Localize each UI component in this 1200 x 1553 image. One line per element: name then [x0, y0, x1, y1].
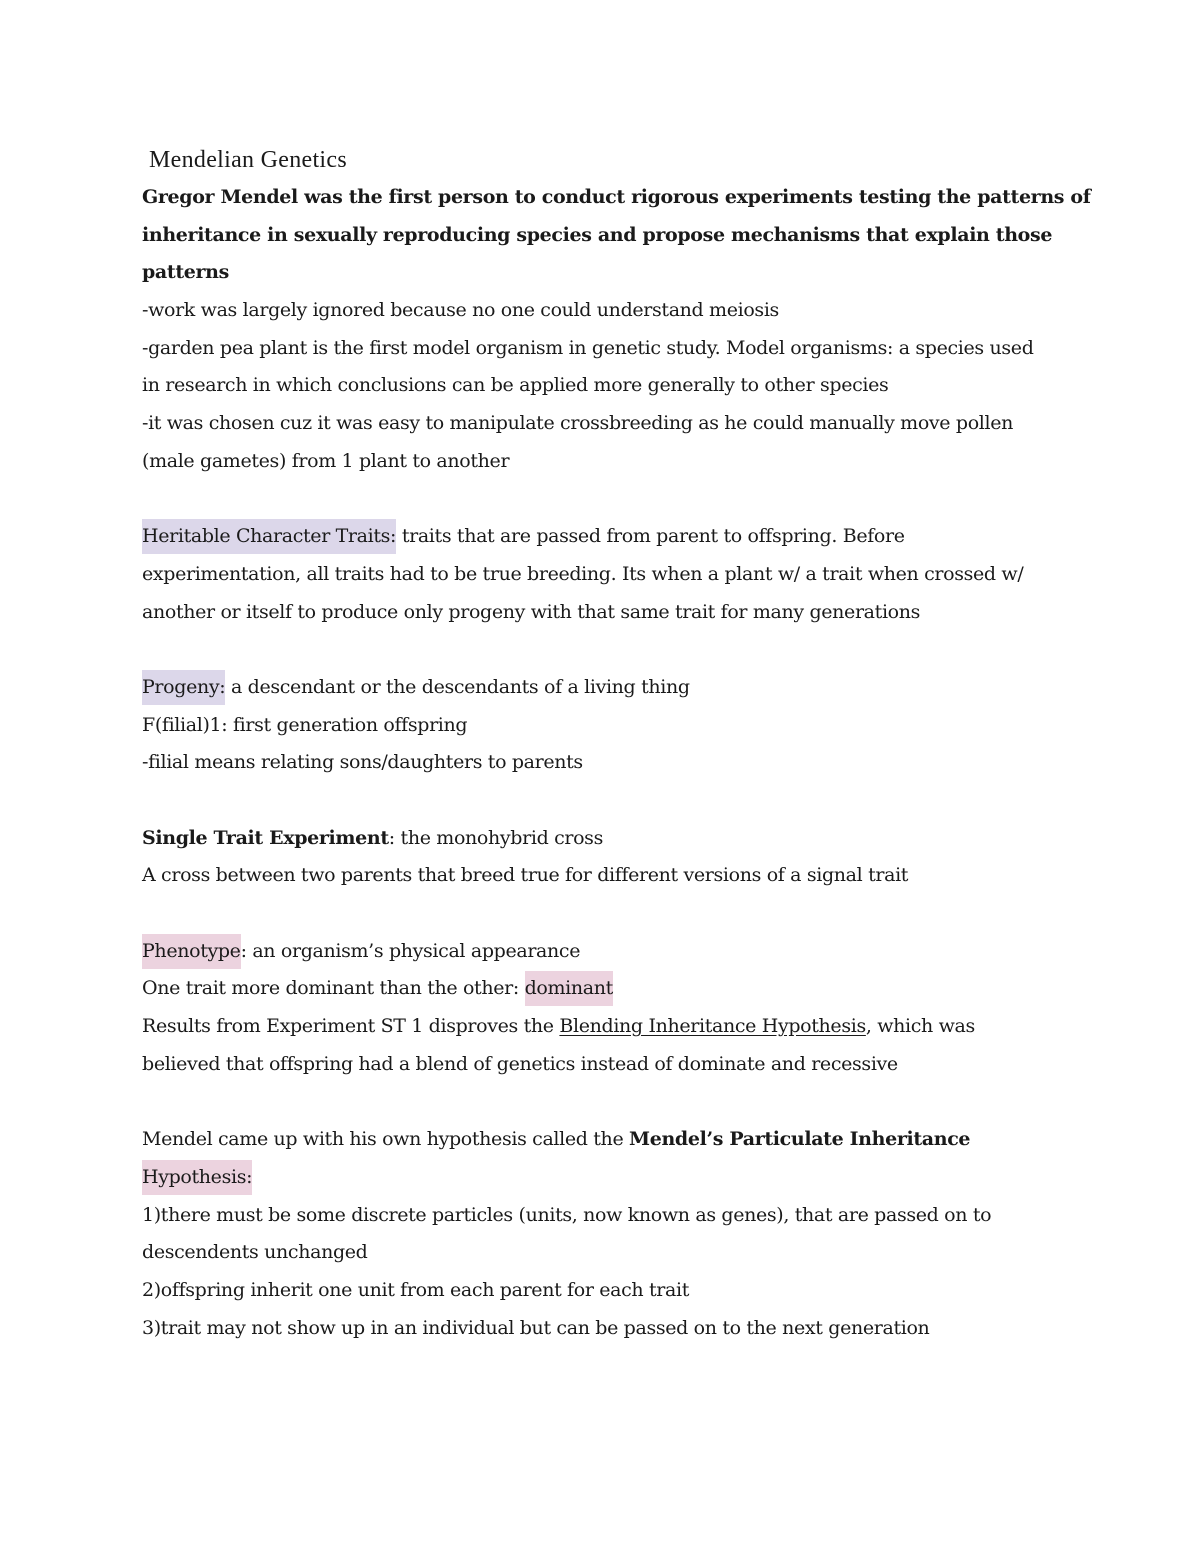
note-chosen-2: (male gametes) from 1 plant to another	[142, 449, 510, 472]
hypothesis-word-line	[142, 1159, 1062, 1197]
results-prefix: Results from Experiment ST 1 disproves the	[142, 1015, 560, 1038]
document-body	[142, 141, 1091, 1347]
point-1-line-1: 1)there must be some discrete particles (units, now known as genes), that are passed on to	[142, 1203, 992, 1226]
point-3-line: 3)trait may not show up in an individual but can be passed on to the next generation	[142, 1316, 930, 1339]
single-trait-line-2: A cross between two parents that breed true for different versions of a signal trait	[142, 864, 909, 887]
phenotype-definition: : an organism’s physical appearance	[240, 939, 581, 962]
intro-line-2: inheritance in sexually reproducing species and propose mechanisms that explain those	[142, 223, 1053, 246]
results-line	[142, 1008, 1062, 1046]
note-meiosis: -work was largely ignored because no one could understand meiosis	[142, 299, 779, 322]
spacer	[142, 895, 1062, 933]
heritable-line-2: experimentation, all traits had to be true breeding. Its when a plant w/ a trait when crossed w/	[142, 562, 1024, 585]
phenotype-term: Phenotype	[142, 934, 241, 969]
mendel-prefix: Mendel came up with his own hypothesis called the	[142, 1128, 630, 1151]
filial-f1-line: F(filial)1: first generation offspring	[142, 713, 468, 736]
note-chosen-1: -it was chosen cuz it was easy to manipulate crossbreeding as he could manually move pollen	[142, 412, 1014, 435]
progeny-definition: a descendant or the descendants of a living thing	[225, 675, 690, 698]
phenotype-line	[142, 933, 1062, 971]
heritable-term: Heritable Character Traits:	[142, 519, 396, 554]
spacer	[142, 1084, 1062, 1122]
dominant-prefix: One trait more dominant than the other:	[142, 977, 525, 1000]
point-1-line-2: descendents unchanged	[142, 1241, 368, 1264]
heritable-definition: traits that are passed from parent to offspring. Before	[396, 525, 905, 548]
mendel-hypothesis-name: Mendel’s Particulate Inheritance	[629, 1128, 971, 1151]
filial-meaning-line: -filial means relating sons/daughters to parents	[142, 751, 583, 774]
note-pea-plant-2: in research in which conclusions can be applied more generally to other species	[142, 374, 889, 397]
intro-line-3: patterns	[142, 261, 229, 284]
believed-line: believed that offspring had a blend of genetics instead of dominate and recessive	[142, 1052, 898, 1075]
heritable-line-3: another or itself to produce only progeny with that same trait for many generations	[142, 600, 921, 623]
single-trait-definition: : the monohybrid cross	[388, 826, 603, 849]
document-title: Mendelian Genetics	[149, 147, 347, 173]
mendel-hypothesis-line	[142, 1121, 1062, 1159]
intro-line-1: Gregor Mendel was the first person to conduct rigorous experiments testing the patterns of	[142, 186, 1091, 208]
progeny-term: Progeny:	[142, 670, 225, 705]
dominant-term: dominant	[525, 971, 613, 1006]
results-suffix: , which was	[865, 1015, 975, 1038]
progeny-line	[142, 669, 1062, 707]
note-pea-plant-1: -garden pea plant is the first model organism in genetic study. Model organisms: a species used	[142, 336, 1034, 359]
spacer	[142, 631, 1062, 669]
blending-hypothesis-term: Blending Inheritance Hypothesis	[559, 1015, 866, 1038]
single-trait-term: Single Trait Experiment	[142, 826, 389, 849]
spacer	[142, 481, 1062, 519]
heritable-line-1	[142, 518, 1062, 556]
single-trait-line	[142, 820, 1062, 858]
hypothesis-term: Hypothesis:	[142, 1160, 252, 1195]
spacer	[142, 782, 1062, 820]
dominant-line	[142, 970, 1062, 1008]
point-2-line: 2)offspring inherit one unit from each parent for each trait	[142, 1278, 689, 1301]
